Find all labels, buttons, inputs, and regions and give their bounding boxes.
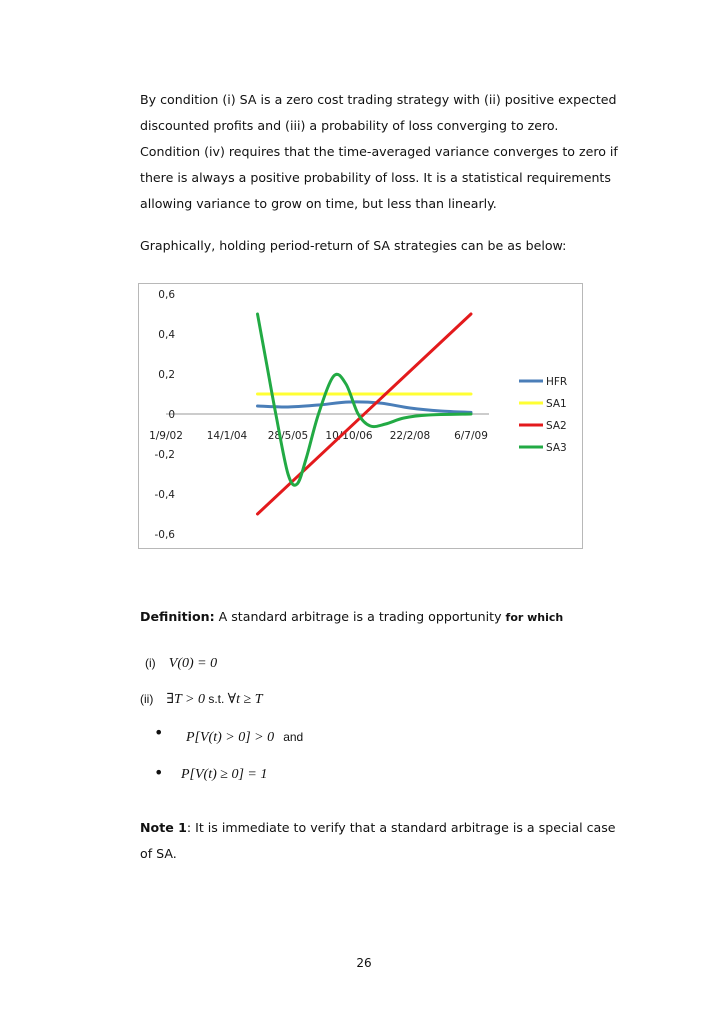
condition-ii [140,688,262,708]
y-tick-label: 0,2 [158,369,175,381]
line-chart [139,284,582,548]
bullet-icon: • [154,763,164,782]
bullet1-formula: P[V(t) > 0] > 0 [186,730,275,745]
condition-i-label: (i) [145,656,156,670]
intro-line: there is always a positive probability of loss. It is a statistical requirements [140,170,611,185]
intro-line: allowing variance to grow on time, but less than linearly. [140,196,497,211]
intro-paragraph [140,87,618,217]
y-tick-label: -0,2 [154,449,175,461]
graph-caption [140,233,600,259]
intro-line: By condition (i) SA is a zero cost trading strategy with (ii) positive expected [140,92,617,107]
x-tick-label: 10/10/06 [325,430,373,442]
x-tick-label: 1/9/02 [149,430,183,442]
definition-paragraph [140,604,600,631]
note-label: Note 1 [140,820,187,835]
series-line-sa3 [258,314,472,485]
legend-label-sa2: SA2 [546,420,567,432]
intro-line: Condition (iv) requires that the time-averaged variance converges to zero if [140,144,618,159]
legend-label-hfr: HFR [546,376,568,388]
condition-ii-formula-a: ∃T > 0 [166,692,205,707]
x-tick-label: 22/2/08 [389,430,431,442]
condition-ii-st: s.t. [205,692,228,706]
y-tick-label: -0,4 [154,489,175,501]
x-tick-label: 6/7/09 [454,430,488,442]
chart-frame [138,283,583,549]
bullet-icon: • [154,723,164,742]
definition-text: A standard arbitrage is a trading opportunity [214,609,506,624]
y-tick-label: 0 [168,409,175,421]
note-line-1: : It is immediate to verify that a standard arbitrage is a special case [186,820,616,835]
condition-ii-formula-b: ∀t ≥ T [227,692,263,707]
graph-caption-text: Graphically, holding period-return of SA strategies can be as below: [140,238,567,253]
page-number: 26 [356,956,372,970]
legend-label-sa1: SA1 [546,398,567,410]
y-tick-label: 0,6 [158,289,175,301]
y-tick-label: 0,4 [158,329,175,341]
x-tick-label: 28/5/05 [267,430,309,442]
note-paragraph [140,815,616,867]
x-tick-label: 14/1/04 [206,430,248,442]
y-tick-label: -0,6 [154,529,175,541]
bullet-item-1 [186,726,303,746]
bullet2-formula: P[V(t) ≥ 0] = 1 [181,767,268,782]
note-line-2: of SA. [140,846,177,861]
series-line-hfr [258,402,472,413]
legend-label-sa3: SA3 [546,442,567,454]
condition-ii-label: (ii) [140,692,154,706]
bullet1-and: and [283,730,304,744]
bullet-item-2 [181,763,267,783]
definition-label: Definition: [140,609,215,624]
condition-i [145,652,217,672]
condition-i-formula: V(0) = 0 [168,656,218,671]
definition-tail: for which [505,611,564,624]
intro-line: discounted profits and (iii) a probability of loss converging to zero. [140,118,559,133]
